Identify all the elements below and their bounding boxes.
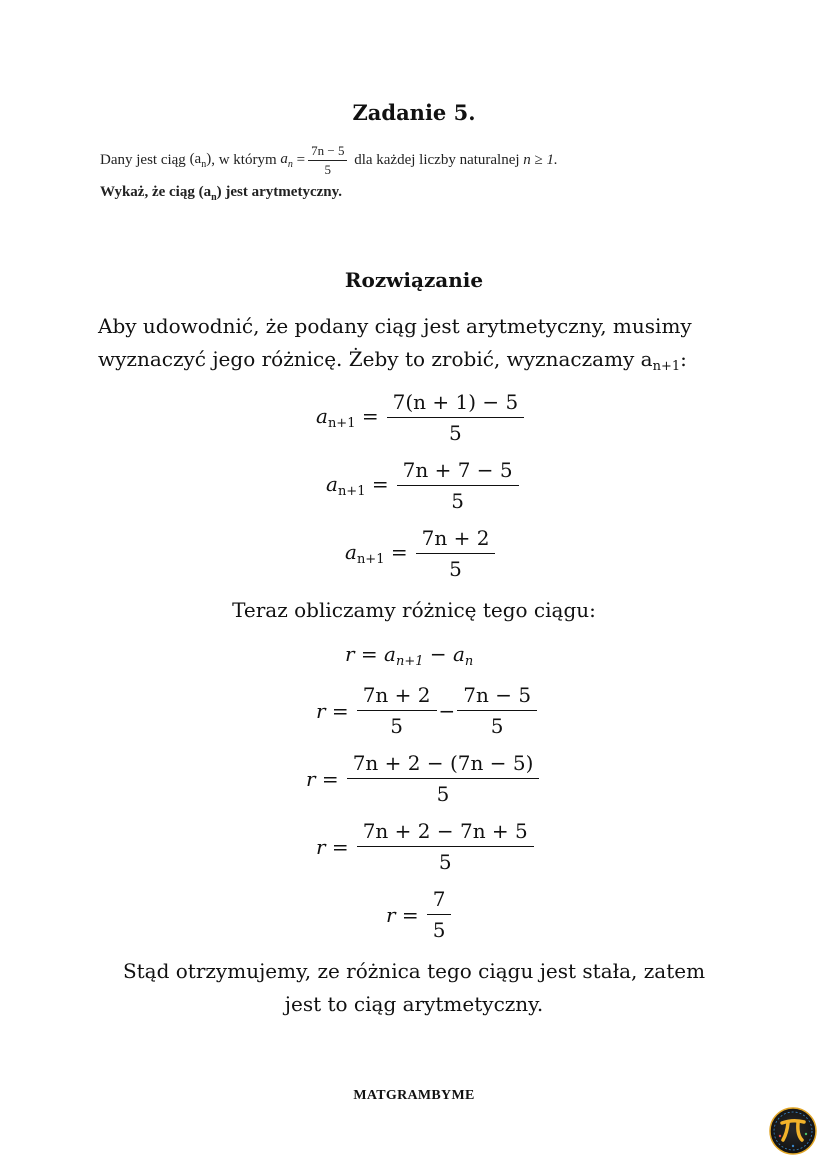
sequence-symbol-2: $(a_n)$ — [198, 184, 222, 203]
solution-heading: Rozwiązanie — [344, 268, 484, 292]
equation-2: $a_{n+1}$ = $\frac{7n + 7 - 5}{5}$ — [326, 458, 519, 513]
task-title: Zadanie 5. — [352, 100, 476, 125]
conclusion-line-1: Stąd otrzymujemy, ze różnica tego ciągu jest stała, zatem — [122, 959, 706, 983]
equation-3: $a_{n+1}$ = $\frac{7n + 2}{5}$ — [345, 526, 495, 581]
pi-logo-icon — [768, 1106, 818, 1156]
equation-1: $a_{n+1}$ = $\frac{7(n + 1) - 5}{5}$ — [316, 390, 524, 445]
task-instruction: Wykaż, że ciąg $(a_n)$ jest arytmetyczny. — [100, 184, 343, 203]
sequence-symbol: $(a_n)$ — [189, 151, 212, 170]
task-statement — [100, 143, 558, 178]
equation-5: r = $\frac{7n + 2}{5}$ − $\frac{7n - 5}{5}$ — [316, 683, 537, 738]
intro-line-1: Aby udowodnić, że podany ciąg jest arytmetyczny, musimy — [98, 314, 692, 338]
an-symbol: $a_n$ — [280, 151, 293, 170]
intro-line-2: wyznaczyć jego różnicę. Żeby to zrobić, wyznaczamy $a_{n+1}$: — [98, 347, 687, 374]
task-text-2: , w którym — [211, 152, 281, 168]
middle-text: Teraz obliczamy różnicę tego ciągu: — [232, 598, 596, 622]
equation-8: r = $\frac{7}{5}$ — [386, 887, 451, 942]
equation-7: r = $\frac{7n + 2 - 7n + 5}{5}$ — [316, 819, 534, 874]
equation-4: $r = a_{n+1} - a_n$ — [345, 642, 474, 669]
footer-brand: MATGRAMBYME — [353, 1088, 475, 1103]
task-fraction: $\frac{7n - 5}{5}$ — [308, 143, 347, 178]
equals-sign: = — [292, 152, 306, 168]
task-text-3: dla każdej liczby naturalnej — [350, 152, 524, 168]
task-text-1: Dany jest ciąg — [100, 152, 190, 168]
equation-6: r = $\frac{7n + 2 - (7n - 5)}{5}$ — [306, 751, 539, 806]
conclusion-line-2: jest to ciąg arytmetyczny. — [284, 992, 544, 1016]
condition: n ≥ 1. — [523, 152, 558, 168]
